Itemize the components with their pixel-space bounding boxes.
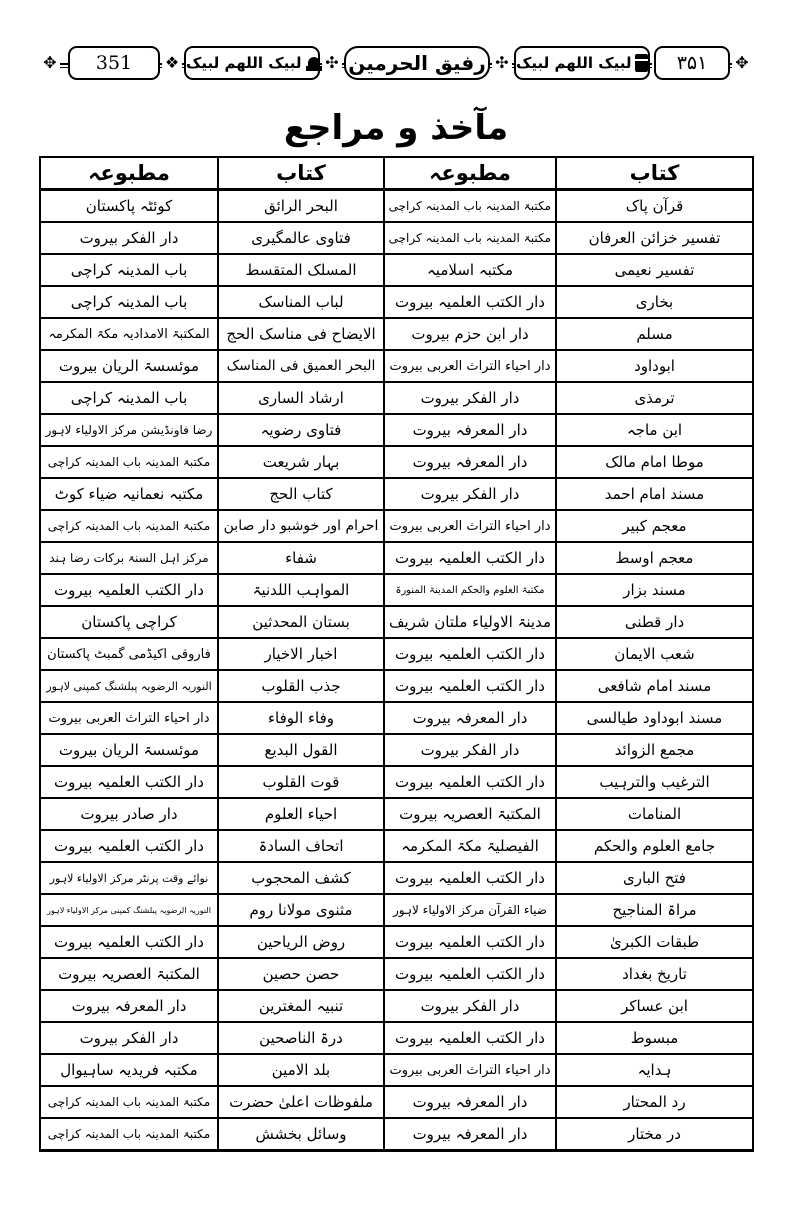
publisher-cell: النوریہ الرضویہ پبلشنگ کمپنی لاہور — [40, 670, 218, 702]
book-title-cell: مسند ابوداود طیالسی — [556, 702, 753, 734]
publisher-cell: دار صادر بیروت — [40, 798, 218, 830]
publisher-cell: مکتبۃ المدینہ باب المدینہ کراچی — [384, 190, 556, 223]
book-title-cell: بخاری — [556, 286, 753, 318]
table-row — [40, 222, 753, 254]
publisher-cell: مکتبۃ المدینہ باب المدینہ کراچی — [40, 446, 218, 478]
publisher-cell: موئسسۃ الریان بیروت — [40, 734, 218, 766]
book-title-cell: مبسوط — [556, 1022, 753, 1054]
book-title-cell: الترغیب والترہیب — [556, 766, 753, 798]
publisher-cell: دار ابن حزم بیروت — [384, 318, 556, 350]
table-row — [40, 766, 753, 798]
publisher-cell: دار الکتب العلمیہ بیروت — [384, 286, 556, 318]
book-title-cell: احرام اور خوشبو دار صابن — [218, 510, 384, 542]
book-title-cell: ابن عساکر — [556, 990, 753, 1022]
labbaik-text: لبیک اللھم لبیک — [186, 54, 302, 72]
publisher-cell: دار الکتب العلمیہ بیروت — [384, 638, 556, 670]
table-row — [40, 798, 753, 830]
publisher-cell: دار المعرفہ بیروت — [384, 1118, 556, 1151]
publisher-cell: دار الفکر بیروت — [384, 734, 556, 766]
book-title-cell: ابوداود — [556, 350, 753, 382]
publisher-cell: دار المعرفہ بیروت — [384, 1086, 556, 1118]
book-title-cell: البحر الرائق — [218, 190, 384, 223]
publisher-cell: مکتبۃ المدینہ باب المدینہ کراچی — [40, 510, 218, 542]
table-row — [40, 926, 753, 958]
references-table — [39, 156, 754, 1152]
table-row — [40, 510, 753, 542]
publisher-cell: مکتبۃ المدینہ باب المدینہ کراچی — [40, 1086, 218, 1118]
table-row — [40, 1118, 753, 1151]
book-title-cell: روض الریاحین — [218, 926, 384, 958]
publisher-cell: دار الفکر بیروت — [384, 382, 556, 414]
page-number-urdu: ۳۵۱ — [654, 46, 730, 80]
book-title-cell: احیاء العلوم — [218, 798, 384, 830]
book-title-cell: درۃ الناصحین — [218, 1022, 384, 1054]
column-header-book: کتاب — [556, 157, 753, 190]
book-title-cell: اتحاف السادۃ — [218, 830, 384, 862]
book-title-cell: مجمع الزوائد — [556, 734, 753, 766]
book-title-cell: مسند امام شافعی — [556, 670, 753, 702]
publisher-cell: فاروقی اکیڈمی گمبٹ پاکستان — [40, 638, 218, 670]
book-title-cell: ارشاد الساری — [218, 382, 384, 414]
publisher-cell: مکتبہ اسلامیہ — [384, 254, 556, 286]
publisher-cell: مکتبہ فریدیہ ساہیوال — [40, 1054, 218, 1086]
publisher-cell: باب المدینہ کراچی — [40, 286, 218, 318]
publisher-cell: دار الکتب العلمیہ بیروت — [40, 830, 218, 862]
publisher-cell: المکتبۃ العصریہ بیروت — [384, 798, 556, 830]
publisher-cell: ضیاء القرآن مرکز الاولیاء لاہور — [384, 894, 556, 926]
book-title-cell: وفاء الوفاء — [218, 702, 384, 734]
book-title-cell: فتح الباری — [556, 862, 753, 894]
book-title-cell: تفسیر خزائن العرفان — [556, 222, 753, 254]
publisher-cell: دار الکتب العلمیہ بیروت — [40, 926, 218, 958]
publisher-cell: دار الکتب العلمیہ بیروت — [384, 1022, 556, 1054]
book-title-cell: مسند امام احمد — [556, 478, 753, 510]
table-row — [40, 606, 753, 638]
book-title: رفیق الحرمین — [344, 46, 490, 80]
publisher-cell: مرکز اہل السنۃ برکات رضا ہند — [40, 542, 218, 574]
book-title-cell: البحر العمیق فی المناسک — [218, 350, 384, 382]
book-title-cell: مثنوی مولانا روم — [218, 894, 384, 926]
page-header — [40, 44, 752, 84]
book-title-cell: مسلم — [556, 318, 753, 350]
publisher-cell: دار الکتب العلمیہ بیروت — [40, 766, 218, 798]
table-row — [40, 958, 753, 990]
publisher-cell: دار الکتب العلمیہ بیروت — [40, 574, 218, 606]
publisher-cell: دار المعرفہ بیروت — [384, 702, 556, 734]
publisher-cell: دار الفکر بیروت — [40, 222, 218, 254]
book-title-cell: ملفوظات اعلیٰ حضرت — [218, 1086, 384, 1118]
table-row — [40, 542, 753, 574]
book-title-cell: شعب الایمان — [556, 638, 753, 670]
publisher-cell: المکتبۃ العصریہ بیروت — [40, 958, 218, 990]
table-row — [40, 350, 753, 382]
publisher-cell: کوئٹہ پاکستان — [40, 190, 218, 223]
publisher-cell: دار المعرفہ بیروت — [384, 414, 556, 446]
book-title-cell: قرآن پاک — [556, 190, 753, 223]
ornament-icon: ✣ — [322, 53, 342, 73]
book-title-cell: اخبار الاخیار — [218, 638, 384, 670]
page-number-latin: 351 — [68, 46, 160, 80]
publisher-cell: نوائے وقت پرنٹر مرکز الاولیاء لاہور — [40, 862, 218, 894]
publisher-cell: دار الکتب العلمیہ بیروت — [384, 958, 556, 990]
book-title-cell: المواہب اللدنیۃ — [218, 574, 384, 606]
column-header-book: کتاب — [218, 157, 384, 190]
publisher-cell: دار احیاء التراث العربی بیروت — [384, 350, 556, 382]
table-row — [40, 990, 753, 1022]
book-title-cell: المنامات — [556, 798, 753, 830]
publisher-cell: مکتبۃ المدینہ باب المدینہ کراچی — [40, 1118, 218, 1151]
publisher-cell: مدینۃ الاولیاء ملتان شریف — [384, 606, 556, 638]
table-row — [40, 638, 753, 670]
labbaik-text: لبیک اللھم لبیک — [516, 54, 632, 72]
book-title-cell: مسند بزار — [556, 574, 753, 606]
publisher-cell: دار احیاء التراث العربی بیروت — [40, 702, 218, 734]
table-body — [40, 190, 753, 1151]
book-title-cell: ابن ماجہ — [556, 414, 753, 446]
ornament-icon: ✣ — [492, 53, 512, 73]
publisher-cell: دار الفکر بیروت — [384, 990, 556, 1022]
table-row — [40, 702, 753, 734]
publisher-cell: دار احیاء التراث العربی بیروت — [384, 510, 556, 542]
page-heading: مآخذ و مراجع — [283, 108, 509, 148]
publisher-cell: المکتبۃ الامدادیہ مکۃ المکرمہ — [40, 318, 218, 350]
table-row — [40, 734, 753, 766]
table-row — [40, 1086, 753, 1118]
book-title-cell: ہدایہ — [556, 1054, 753, 1086]
book-title-cell: وسائل بخشش — [218, 1118, 384, 1151]
publisher-cell: دار المعرفہ بیروت — [384, 446, 556, 478]
labbaik-label-left — [184, 46, 320, 80]
table-row — [40, 574, 753, 606]
mosque-icon — [305, 54, 318, 72]
book-title-cell: بہار شریعت — [218, 446, 384, 478]
publisher-cell: دار الکتب العلمیہ بیروت — [384, 670, 556, 702]
publisher-cell: دار الکتب العلمیہ بیروت — [384, 766, 556, 798]
publisher-cell: دار احیاء التراث العربی بیروت — [384, 1054, 556, 1086]
table-row — [40, 414, 753, 446]
publisher-cell: دار الکتب العلمیہ بیروت — [384, 542, 556, 574]
book-title-cell: شفاء — [218, 542, 384, 574]
book-title-cell: تفسیر نعیمی — [556, 254, 753, 286]
table-header-row — [40, 157, 753, 190]
kaaba-icon — [635, 54, 648, 72]
book-title-cell: دار قطنی — [556, 606, 753, 638]
book-title-cell: قوت القلوب — [218, 766, 384, 798]
book-title-cell: کشف المحجوب — [218, 862, 384, 894]
table-row — [40, 894, 753, 926]
book-title-cell: فتاوی عالمگیری — [218, 222, 384, 254]
publisher-cell: النوریہ الرضویہ پبلشنگ کمپنی مرکز الاولیاء لاہور — [40, 894, 218, 926]
publisher-cell: مکتبۃ العلوم والحکم المدینۃ المنورۃ — [384, 574, 556, 606]
publisher-cell: مکتبۃ المدینہ باب المدینہ کراچی — [384, 222, 556, 254]
table-row — [40, 382, 753, 414]
book-title-cell: الایضاح فی مناسک الحج — [218, 318, 384, 350]
book-title-cell: تنبیہ المغترین — [218, 990, 384, 1022]
ornament-icon: ❖ — [162, 53, 182, 73]
publisher-cell: الفیصلیۃ مکۃ المکرمہ — [384, 830, 556, 862]
table-row — [40, 862, 753, 894]
publisher-cell: باب المدینہ کراچی — [40, 382, 218, 414]
book-title-cell: در مختار — [556, 1118, 753, 1151]
publisher-cell: دار الکتب العلمیہ بیروت — [384, 862, 556, 894]
column-header-publisher: مطبوعہ — [384, 157, 556, 190]
book-title-cell: طبقات الکبریٰ — [556, 926, 753, 958]
book-title-cell: فتاوی رضویہ — [218, 414, 384, 446]
table-row — [40, 254, 753, 286]
labbaik-label-right — [514, 46, 650, 80]
table-row — [40, 478, 753, 510]
book-title-cell: بستان المحدثین — [218, 606, 384, 638]
publisher-cell: مکتبہ نعمانیہ ضیاء کوٹ — [40, 478, 218, 510]
ornament-icon: ✥ — [732, 53, 752, 73]
publisher-cell: دار الکتب العلمیہ بیروت — [384, 926, 556, 958]
publisher-cell: باب المدینہ کراچی — [40, 254, 218, 286]
table-row — [40, 286, 753, 318]
publisher-cell: موئسسۃ الریان بیروت — [40, 350, 218, 382]
book-title-cell: موطا امام مالک — [556, 446, 753, 478]
book-title-cell: معجم کبیر — [556, 510, 753, 542]
ornament-icon: ✥ — [40, 53, 60, 73]
table-row — [40, 318, 753, 350]
book-title-cell: کتاب الحج — [218, 478, 384, 510]
book-title-cell: القول البدیع — [218, 734, 384, 766]
book-title-cell: حصن حصین — [218, 958, 384, 990]
book-title-cell: المسلک المتقسط — [218, 254, 384, 286]
book-title-cell: رد المحتار — [556, 1086, 753, 1118]
book-title-cell: مراۃ المناجیح — [556, 894, 753, 926]
book-title-cell: جذب القلوب — [218, 670, 384, 702]
book-title-cell: معجم اوسط — [556, 542, 753, 574]
table-row — [40, 1054, 753, 1086]
publisher-cell: کراچی پاکستان — [40, 606, 218, 638]
publisher-cell: رضا فاونڈیشن مرکز الاولیاء لاہور — [40, 414, 218, 446]
table-row — [40, 670, 753, 702]
book-title-cell: ترمذی — [556, 382, 753, 414]
table-row — [40, 446, 753, 478]
table-row — [40, 830, 753, 862]
table-row — [40, 190, 753, 223]
table-row — [40, 1022, 753, 1054]
column-header-publisher: مطبوعہ — [40, 157, 218, 190]
publisher-cell: دار المعرفہ بیروت — [40, 990, 218, 1022]
book-title-cell: تاریخ بغداد — [556, 958, 753, 990]
book-title-cell: لباب المناسک — [218, 286, 384, 318]
publisher-cell: دار الفکر بیروت — [384, 478, 556, 510]
book-title-cell: جامع العلوم والحکم — [556, 830, 753, 862]
publisher-cell: دار الفکر بیروت — [40, 1022, 218, 1054]
book-title-cell: بلد الامین — [218, 1054, 384, 1086]
